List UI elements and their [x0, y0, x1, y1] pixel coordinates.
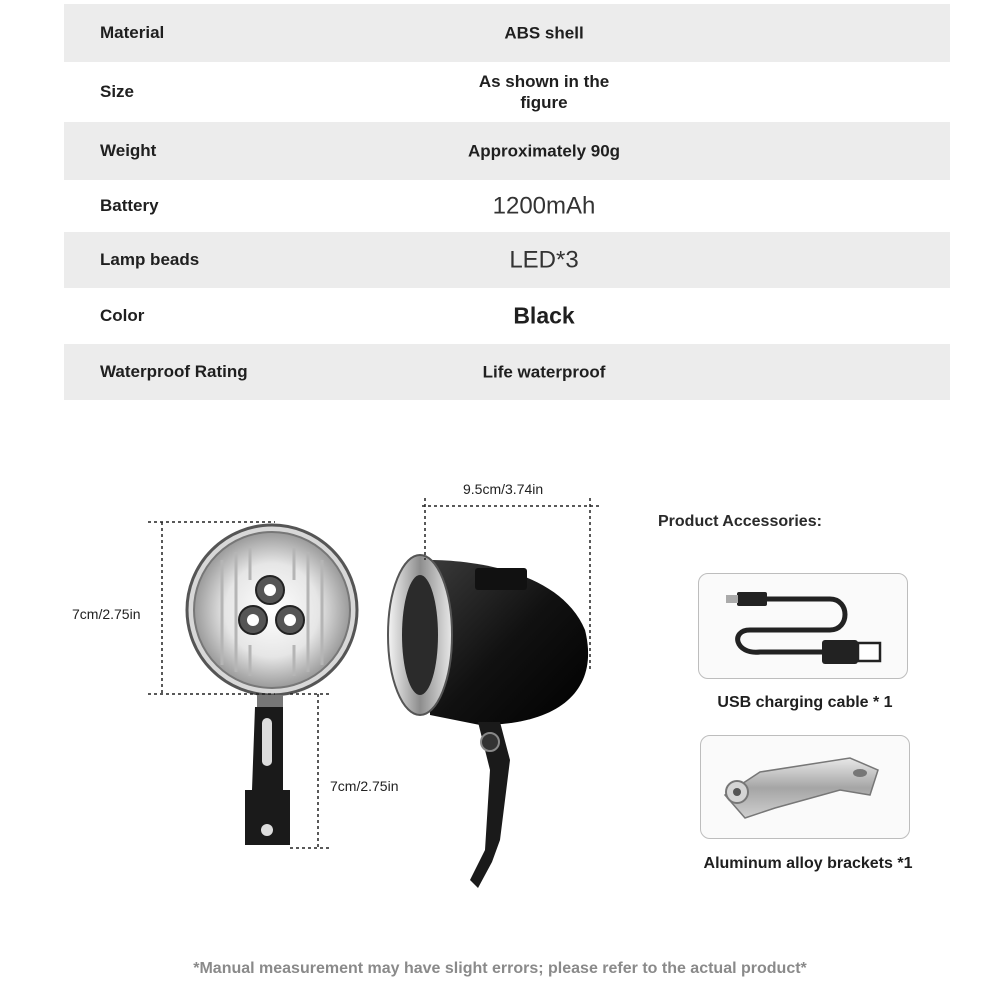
spec-value: As shown in the figure — [478, 72, 610, 112]
side-view-lamp — [388, 555, 588, 888]
bracket-icon — [725, 758, 878, 818]
spec-value: Life waterproof — [482, 362, 606, 382]
spec-value: LED*3 — [509, 246, 579, 274]
spec-label: Waterproof Rating — [100, 362, 248, 381]
accessories-title: Product Accessories: — [658, 513, 822, 530]
front-view-lamp — [187, 525, 357, 845]
spec-label: Lamp beads — [100, 250, 200, 269]
bracket-height-label: 7cm/2.75in — [330, 778, 399, 794]
spec-value: Black — [513, 302, 575, 329]
spec-label: Material — [100, 23, 165, 42]
spec-label: Size — [100, 82, 135, 101]
footnote: *Manual measurement may have slight errors; please refer to the actual product* — [193, 960, 807, 977]
spec-label: Weight — [100, 141, 157, 160]
spec-label: Battery — [100, 196, 159, 215]
front-height-label: 7cm/2.75in — [72, 606, 141, 622]
bracket-label: Aluminum alloy brackets *1 — [703, 855, 913, 872]
spec-label: Color — [100, 306, 145, 325]
side-length-label: 9.5cm/3.74in — [463, 481, 544, 497]
usb-cable-label: USB charging cable * 1 — [717, 694, 893, 711]
usb-cable-icon — [726, 592, 880, 664]
spec-value: Approximately 90g — [467, 141, 621, 161]
spec-value: 1200mAh — [492, 192, 596, 220]
spec-value: ABS shell — [504, 23, 584, 43]
